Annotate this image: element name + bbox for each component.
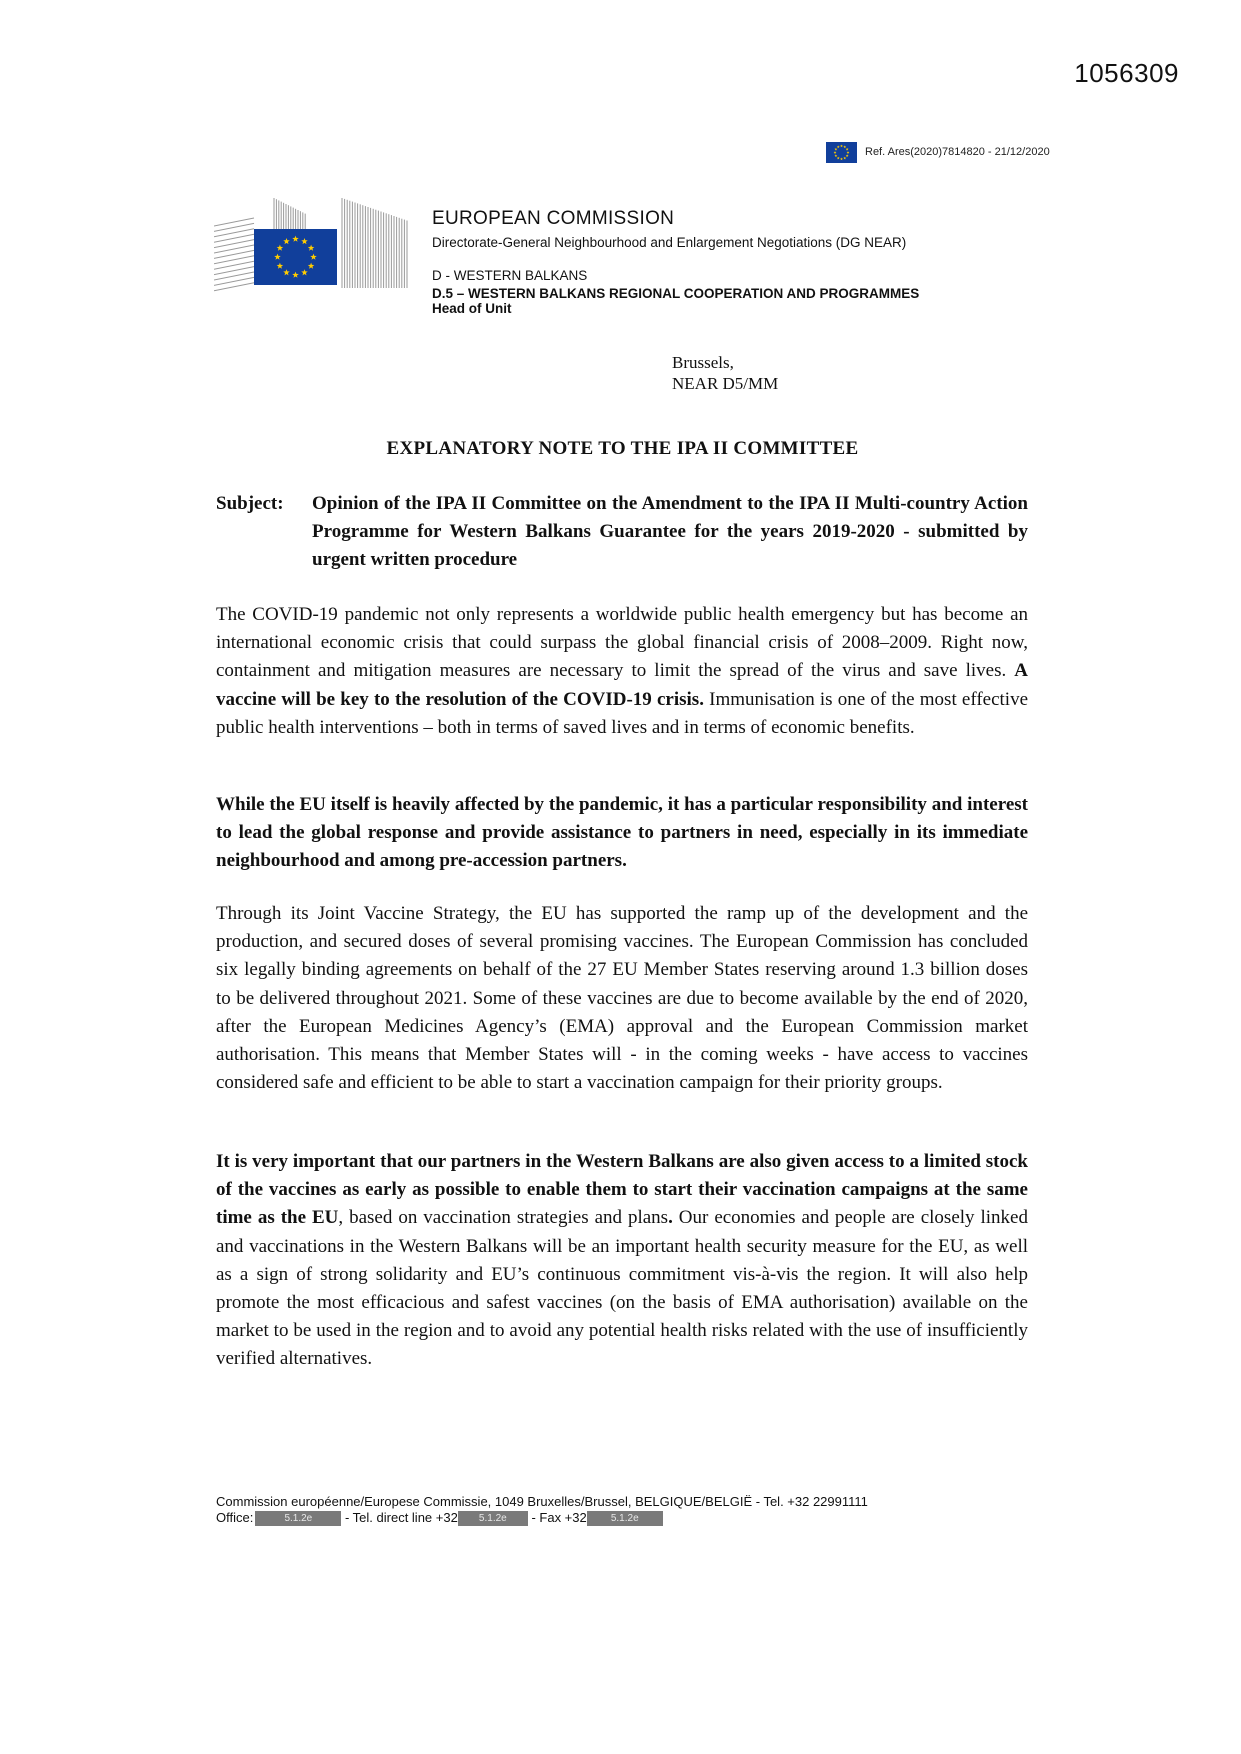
- place-city: Brussels,: [672, 353, 734, 372]
- organisation-block: [432, 208, 919, 316]
- p4-text-bold: It is very important that our partners in the Western Balkans are also given access to a limited stock of the vaccines as early as possible to enable them to start their vaccination campaigns at the same time as the EU: [216, 1151, 1028, 1229]
- footer-address: Commission européenne/Europese Commissie, 1049 Bruxelles/Brussel, BELGIQUE/BELGIË - Tel. +32 22991111: [216, 1494, 868, 1509]
- document-number: 1056309: [1074, 58, 1179, 88]
- p4-text-rest: Our economies and people are closely linked and vaccinations in the Western Balkans will be an important health security measure for the EU, as well as a sign of strong solidarity and EU’s continuous commitment vis-à-vis the region. It will also help promote the most efficacious and safest vaccines (on the basis of EMA authorisation) available on the market to be used in the region and to avoid any potential health risks related with the use of insufficiently verified alternatives.: [216, 1207, 1028, 1370]
- subject-block: [216, 490, 1028, 574]
- footer-office-label: Office:: [216, 1510, 254, 1525]
- redaction-tel: 5.1.2e: [458, 1511, 528, 1526]
- footer-tel-label: - Tel. direct line +32: [344, 1510, 458, 1525]
- ares-reference: Ref. Ares(2020)7814820 - 21/12/2020: [865, 146, 1050, 158]
- p1-text-c: Immunisation is one of the most effective public health interventions – both in terms of saved lives and in terms of economic benefits.: [216, 688, 1029, 738]
- p4-text-plain: , based on vaccination strategies and plans: [338, 1207, 669, 1229]
- file-reference: NEAR D5/MM: [672, 374, 779, 393]
- subject-label: Subject:: [216, 493, 284, 514]
- subject-text: Opinion of the IPA II Committee on the Amendment to the IPA II Multi-country Action Programme for Western Balkans Guarantee for the years 2019-2020 - submitted by urgent written procedure: [312, 493, 1028, 570]
- footer-contact: [216, 1510, 868, 1526]
- place-and-reference: [672, 352, 778, 394]
- paragraph-western-balkans-access: [216, 1148, 1028, 1374]
- p1-text-a: The COVID-19 pandemic not only represents a worldwide public health emergency but has become an international economic crisis that could surpass the global financial crisis of 2008–2009. Right now, containment and mitigation measures are necessary to limit the spread of the virus and save lives.: [216, 604, 1028, 682]
- european-commission-logo: [214, 196, 412, 294]
- paragraph-covid-crisis: [216, 601, 1028, 742]
- ares-reference-stamp: [826, 141, 1050, 163]
- p4-text-period: .: [668, 1207, 673, 1229]
- p1-text-bold: A vaccine will be key to the resolution of the COVID-19 crisis.: [216, 660, 1028, 710]
- organisation-name: EUROPEAN COMMISSION: [432, 208, 675, 229]
- eu-flag-icon: [826, 142, 857, 163]
- unit: D.5 – WESTERN BALKANS REGIONAL COOPERATION AND PROGRAMMES: [432, 286, 920, 301]
- redaction-office: 5.1.2e: [255, 1511, 341, 1526]
- document-title: [0, 438, 1241, 460]
- footer: [216, 1494, 868, 1526]
- paragraph-vaccine-strategy: Through its Joint Vaccine Strategy, the EU has supported the ramp up of the development and the production, and secured doses of several promising vaccines. The European Commission has concluded six legally binding agreements on behalf of the 27 EU Member States reserving around 1.3 billion doses to be delivered throughout 2021. Some of these vaccines are due to become available by the end of 2020, after the European Medicines Agency’s (EMA) approval and the European Commission market authorisation. This means that Member States will - in the coming weeks - have access to vaccines considered safe and efficient to be able to start a vaccination campaign for their priority groups.: [216, 903, 1028, 1094]
- role: Head of Unit: [432, 301, 512, 316]
- directorate: D - WESTERN BALKANS: [432, 268, 588, 283]
- footer-fax-label: - Fax +32: [531, 1510, 587, 1525]
- redaction-fax: 5.1.2e: [587, 1511, 663, 1526]
- paragraph-eu-responsibility: While the EU itself is heavily affected by the pandemic, it has a particular responsibility and interest to lead the global response and provide assistance to partners in need, especially in its immediate neighbourhood and among pre-accession partners.: [216, 794, 1028, 872]
- directorate-general: Directorate-General Neighbourhood and Enlargement Negotiations (DG NEAR): [432, 235, 907, 250]
- document-title-text: EXPLANATORY NOTE TO THE IPA II COMMITTEE: [386, 438, 859, 459]
